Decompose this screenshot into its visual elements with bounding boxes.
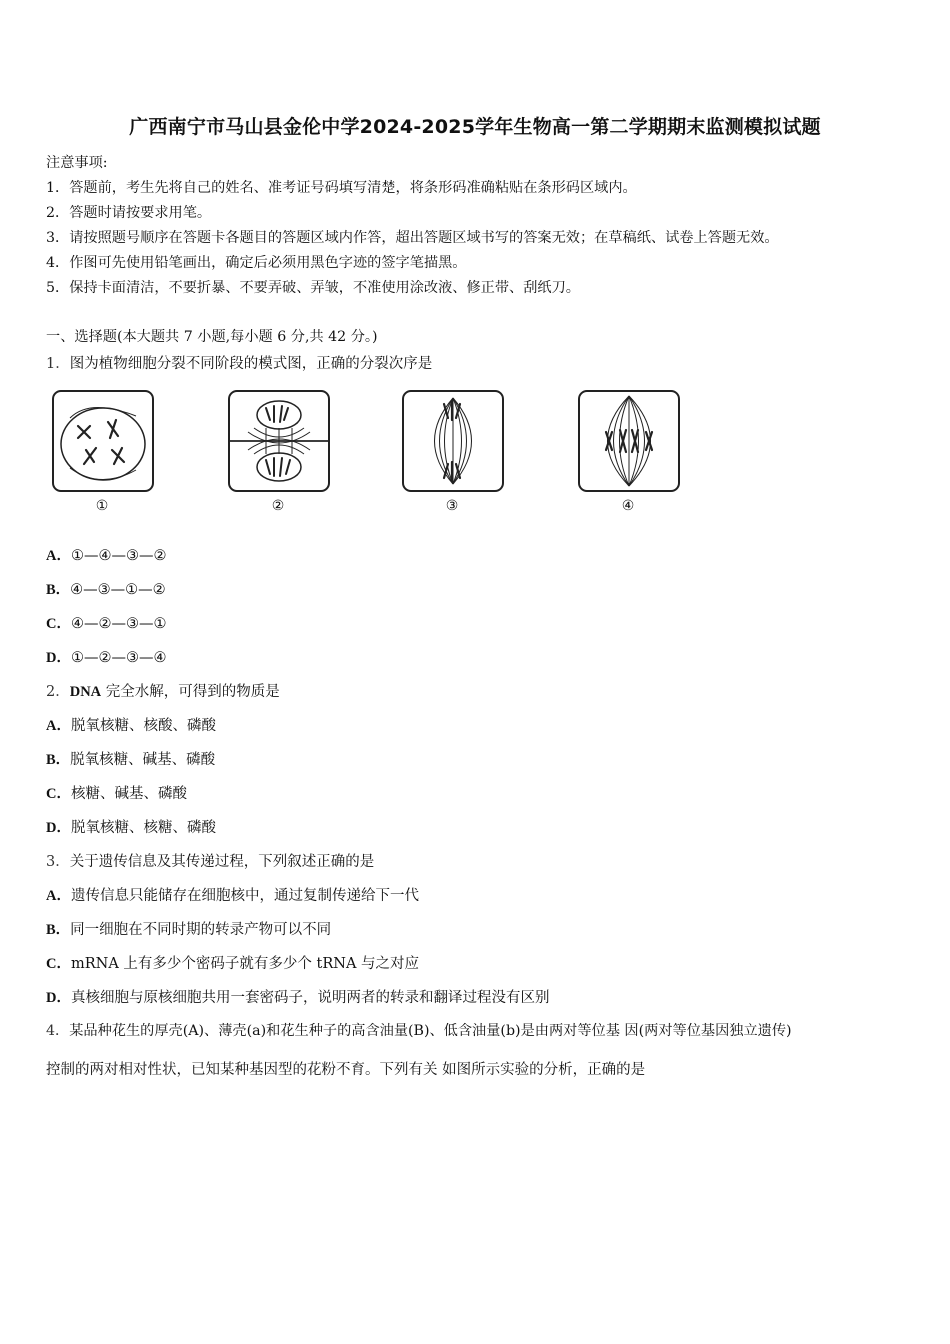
- telophase-cell-diagram: [226, 388, 332, 494]
- question-stem: 完全水解，可得到的物质是: [101, 684, 280, 700]
- notice-item: 2．答题时请按要求用笔。: [46, 205, 212, 221]
- prophase-cell-diagram: [50, 388, 156, 494]
- figure-caption: ①: [95, 498, 109, 514]
- question-4: [46, 1020, 792, 1040]
- figure-2: [226, 388, 332, 514]
- question-stem: 关于遗传信息及其传递过程，下列叙述正确的是: [69, 854, 375, 870]
- figure-caption: ②: [271, 498, 285, 514]
- anaphase-cell-diagram: [400, 388, 506, 494]
- page-title: 广西南宁市马山县金伦中学2024-2025学年生物高一第二学期期末监测模拟试题: [129, 116, 821, 138]
- option-d[interactable]: D．①—②—③—④: [46, 650, 167, 666]
- question-number: 3．: [46, 854, 70, 870]
- section-heading: 一、选择题(本大题共 7 小题,每小题 6 分,共 42 分。): [46, 329, 378, 345]
- metaphase-cell-diagram: [576, 388, 682, 494]
- figure-caption: ③: [445, 498, 459, 514]
- notice-heading: 注意事项:: [46, 155, 108, 171]
- figure-1: [50, 388, 156, 514]
- option-b[interactable]: B．同一细胞在不同时期的转录产物可以不同: [46, 922, 332, 938]
- question-number: 2．: [46, 684, 70, 700]
- option-a[interactable]: A．遗传信息只能储存在细胞核中，通过复制传递给下一代: [46, 888, 419, 904]
- option-b[interactable]: B．④—③—①—②: [46, 582, 166, 598]
- question-stem: 图为植物细胞分裂不同阶段的模式图，正确的分裂次序是: [69, 356, 433, 372]
- figure-caption: ④: [621, 498, 635, 514]
- figure-4: [576, 388, 682, 514]
- notice-item: 1．答题前，考生先将自己的姓名、准考证号码填写清楚，将条形码准确粘贴在条形码区域内。: [46, 180, 637, 196]
- question-number: 1．: [46, 356, 70, 372]
- option-c[interactable]: C．④—②—③—①: [46, 616, 167, 632]
- question-1: [46, 352, 432, 373]
- notice-item: 3．请按照题号顺序在答题卡各题目的答题区域内作答，超出答题区域书写的答案无效；在草稿纸、试卷上答题无效。: [46, 230, 779, 246]
- question-number: 4．: [46, 1023, 70, 1039]
- question-4-continued: 控制的两对相对性状，已知某种基因型的花粉不育。下列有关 如图所示实验的分析，正确的是: [46, 1062, 646, 1078]
- cell-division-figures: [50, 388, 690, 516]
- option-b[interactable]: B．脱氧核糖、碱基、磷酸: [46, 752, 216, 768]
- notice-item: 4．作图可先使用铅笔画出，确定后必须用黑色字迹的签字笔描黑。: [46, 255, 467, 271]
- option-d[interactable]: D．脱氧核糖、核糖、磷酸: [46, 820, 216, 836]
- option-c[interactable]: C．核糖、碱基、磷酸: [46, 786, 187, 802]
- question-stem: 某品种花生的厚壳(A)、薄壳(a)和花生种子的高含油量(B)、低含油量(b)是由两对等位基 因(两对等位基因独立遗传): [69, 1023, 792, 1039]
- option-c[interactable]: C．mRNA 上有多少个密码子就有多少个 tRNA 与之对应: [46, 956, 420, 972]
- notice-item: 5．保持卡面清洁，不要折暴、不要弄破、弄皱，不准使用涂改液、修正带、刮纸刀。: [46, 280, 580, 296]
- question-2: 2．DNA 完全水解，可得到的物质是: [46, 684, 280, 700]
- question-3: [46, 850, 374, 871]
- option-a[interactable]: A．脱氧核糖、核酸、磷酸: [46, 718, 216, 734]
- option-d[interactable]: D．真核细胞与原核细胞共用一套密码子，说明两者的转录和翻译过程没有区别: [46, 990, 550, 1006]
- figure-3: [400, 388, 506, 514]
- option-a[interactable]: A．①—④—③—②: [46, 548, 167, 564]
